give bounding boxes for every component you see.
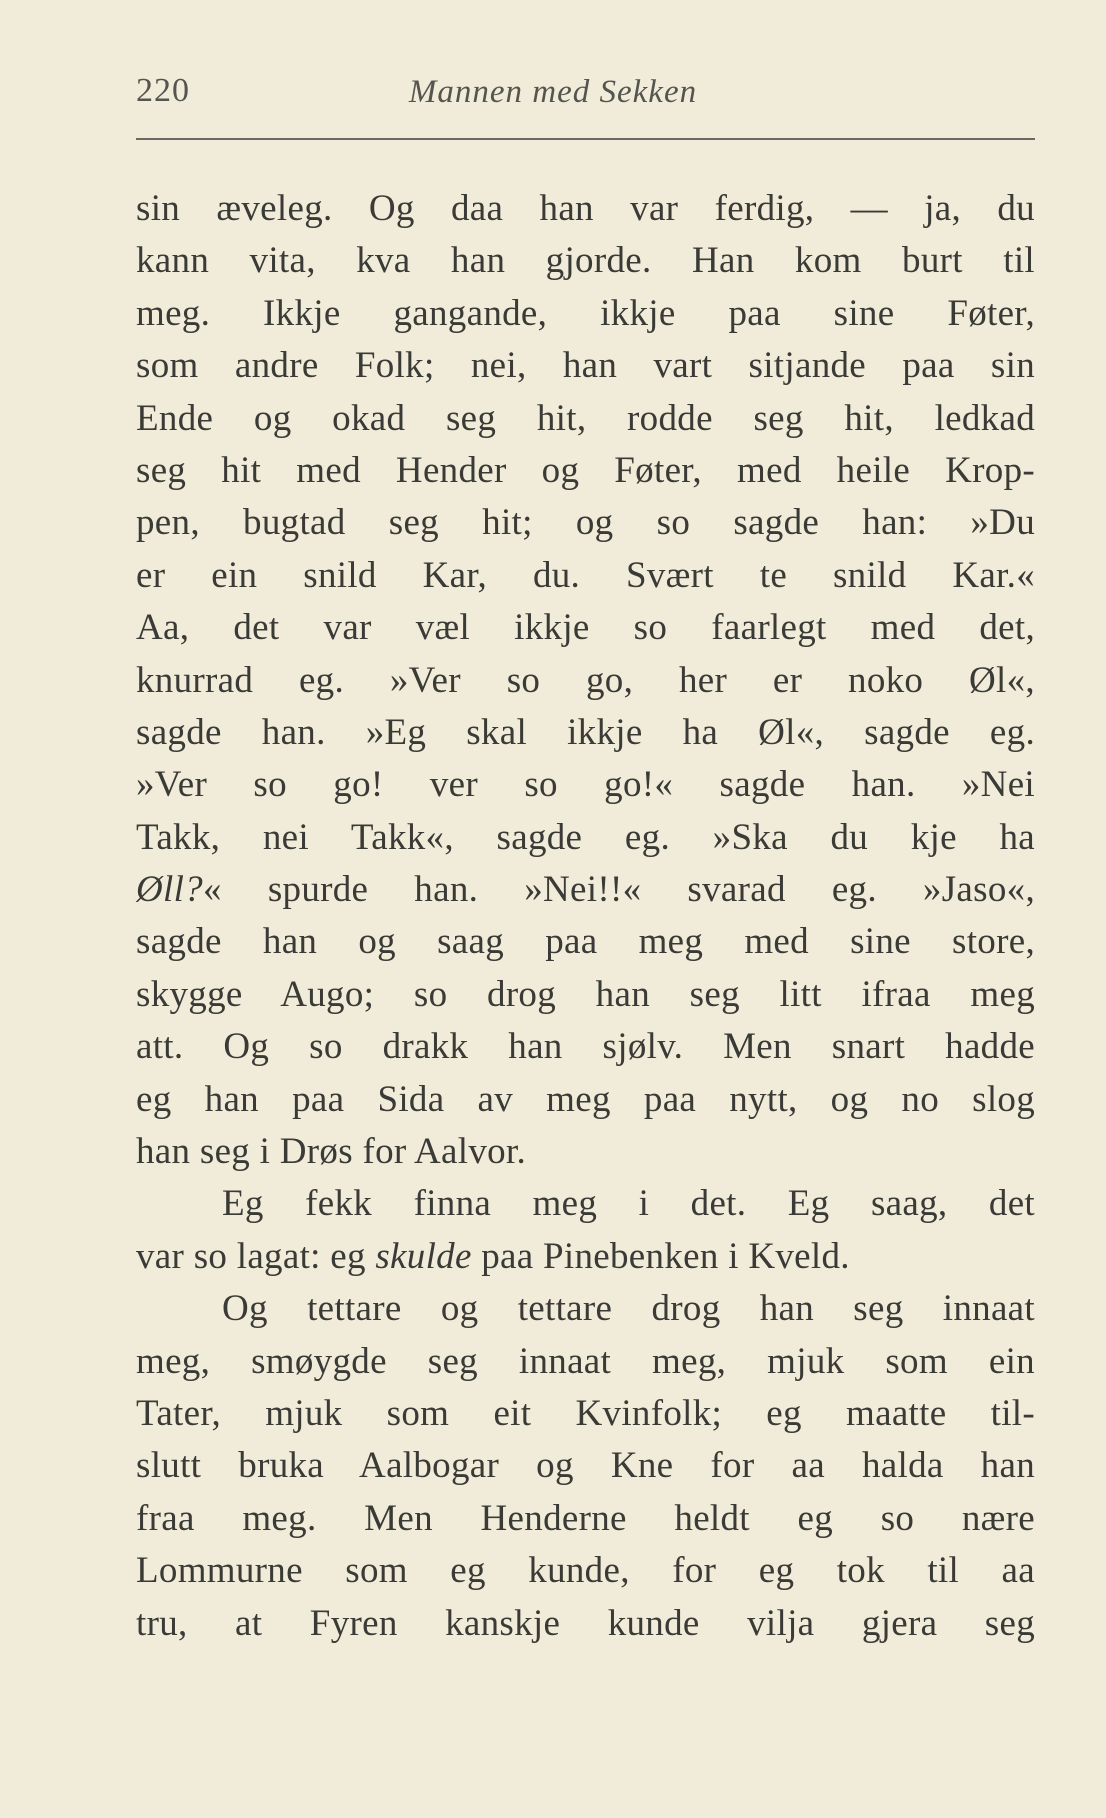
text-line: han seg i Drøs for Aalvor. [136, 1131, 527, 1173]
page-number: 220 [136, 72, 190, 109]
text-line: Aa, det var væl ikkje so faarlegt med det, [136, 607, 1035, 649]
text-line: sin æveleg. Og daa han var ferdig, — ja, du [136, 188, 1035, 229]
text-segment: paa Pinebenken i Kveld. [471, 1235, 850, 1277]
text-line: Ende og okad seg hit, rodde seg hit, ledkad [136, 397, 1035, 439]
text-line: som andre Folk; nei, han vart sitjande paa sin [136, 345, 1035, 387]
text-line: pen, bugtad seg hit; og so sagde han: »Du [136, 502, 1035, 544]
header-rule [136, 138, 1035, 140]
text-line: meg, smøygde seg innaat meg, mjuk som ein [136, 1340, 1035, 1382]
text-line: meg. Ikkje gangande, ikkje paa sine Føter, [136, 292, 1035, 334]
text-line: Takk, nei Takk«, sagde eg. »Ska du kje ha [136, 816, 1035, 858]
text-line: er ein snild Kar, du. Svært te snild Kar.« [136, 554, 1035, 596]
text-line: sagde han og saag paa meg med sine store, [136, 921, 1035, 963]
text-line: »Ver so go! ver so go!« sagde han. »Nei [136, 764, 1035, 806]
text-line [136, 1231, 1035, 1283]
text-line: tru, at Fyren kanskje kunde vilja gjera seg [136, 1602, 1035, 1644]
text-line: Tater, mjuk som eit Kvinfolk; eg maatte til- [136, 1392, 1035, 1434]
text-line: slutt bruka Aalbogar og Kne for aa halda han [136, 1445, 1035, 1487]
italic-word: skulde [375, 1235, 472, 1277]
text-line: sagde han. »Eg skal ikkje ha Øl«, sagde eg. [136, 711, 1035, 753]
text-line: Og tettare og tettare drog han seg innaat [222, 1288, 1035, 1330]
text-line: att. Og so drakk han sjølv. Men snart hadde [136, 1026, 1035, 1068]
text-line: kann vita, kva han gjorde. Han kom burt til [136, 240, 1035, 282]
text-line: knurrad eg. »Ver so go, her er noko Øl«, [136, 659, 1035, 701]
italic-word: Øll? [136, 869, 203, 911]
body-text [136, 183, 1035, 1650]
text-segment: « spurde han. »Nei!!« svarad eg. »Jaso«, [202, 869, 1035, 911]
text-line: seg hit med Hender og Føter, med heile Krop- [136, 449, 1035, 491]
running-head-title: Mannen med Sekken [408, 74, 698, 110]
text-line: Eg fekk finna meg i det. Eg saag, det [222, 1183, 1035, 1225]
text-line: skygge Augo; so drog han seg litt ifraa meg [136, 973, 1035, 1015]
text-line [136, 864, 1035, 916]
text-line: fraa meg. Men Henderne heldt eg so nære [136, 1497, 1035, 1539]
text-line: Lommurne som eg kunde, for eg tok til aa [136, 1550, 1035, 1592]
text-line: eg han paa Sida av meg paa nytt, og no slog [136, 1078, 1035, 1120]
text-segment: var so lagat: eg [136, 1235, 376, 1277]
